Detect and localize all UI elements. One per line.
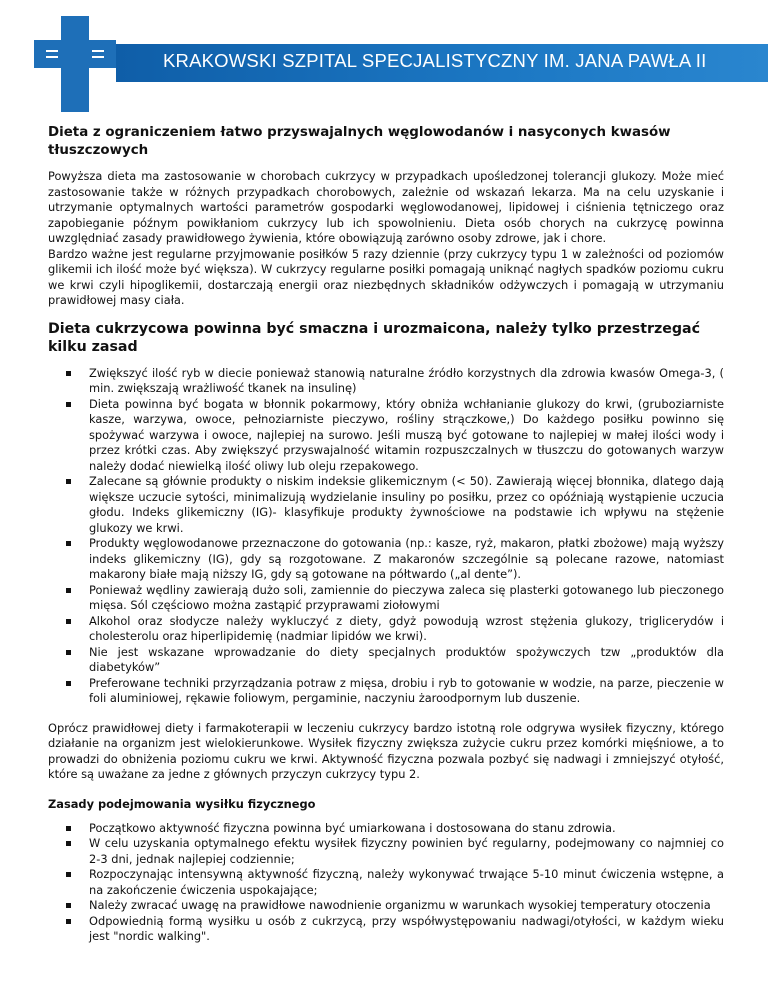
hospital-name: KRAKOWSKI SZPITAL SPECJALISTYCZNY IM. JANA PAWŁA II	[163, 50, 707, 71]
page-header	[0, 0, 768, 110]
exercise-rules-list	[48, 821, 724, 945]
list-item: Odpowiednią formą wysiłku u osób z cukrzycą, przy współwystępowaniu nadwagi/otyłości, w każdym wieku jest "nordic walking".	[48, 914, 724, 945]
intro-paragraph-1: Powyższa dieta ma zastosowanie w chorobach cukrzycy w przypadkach upośledzonej tolerancji glukozy. Może mieć zastosowanie także w różnych przypadkach chorobowych, zależnie od wskazań lekarza. Ma na celu uzyskanie i utrzymanie optymalnych wartości parametrów gospodarki węglowodanowej, lipidowej i ciśnienia tętniczego oraz zapobieganie późnym powikłaniom cukrzycy lub ich spowolnieniu. Dieta osób chorych na cukrzycę powinna uwzględniać zasady prawidłowego żywienia, które obowiązują zarówno osoby zdrowe, jak i chore.	[48, 169, 724, 245]
exercise-paragraph: Oprócz prawidłowej diety i farmakoterapii w leczeniu cukrzycy bardzo istotną role odgrywa wysiłek fizyczny, którego działanie na organizm jest wielokierunkowe. Wysiłek fizyczny zwiększa zużycie cukru przez komórki mięśniowe, a to prowadzi do obniżenia poziomu cukru we krwi. Aktywność fizyczna pozwala pozbyć się nadwagi i zmniejszyć otyłość, które są uważane za jedne z głównych przyczyn cukrzycy typu 2.	[48, 720, 724, 781]
list-item: Ponieważ wędliny zawierają dużo soli, zamiennie do pieczywa zaleca się plasterki gotowanego lub pieczonego mięsa. Sól częściowo można zastąpić przyprawami ziołowymi	[48, 583, 724, 614]
list-item: Dieta powinna być bogata w błonnik pokarmowy, który obniża wchłanianie glukozy do krwi, (gruboziarniste kasze, warzywa, owoce, pełnoziarniste pieczywo, rośliny strączkowe,) Do każdego posiłku powinno się spożywać warzywa i owoce, najlepiej na surowo. Jeśli muszą być gotowane to najlepiej w małej ilości wody i przez krótki czas. Aby zwiększyć przyswajalność witamin rozpuszczalnych w tłuszczu do gotowanych warzyw należy dodać niewielką ilość oliwy lub oleju rzepakowego.	[48, 397, 724, 475]
list-item: W celu uzyskania optymalnego efektu wysiłek fizyczny powinien być regularny, podejmowany co najmniej co 2-3 dni, jednak najlepiej codziennie;	[48, 836, 724, 867]
list-item: Zalecane są głównie produkty o niskim indeksie glikemicznym (< 50). Zawierają więcej błonnika, dlatego dają większe uczucie sytości, minimalizują wydzielanie insuliny po posiłku, przez co opóźniają wystąpienie uczucia głodu. Indeks glikemiczny (IG)- klasyfikuje produkty żywnościowe na podstawie ich wpływu na stężenie glukozy we krwi.	[48, 474, 724, 536]
list-item: Należy zwracać uwagę na prawidłowe nawodnienie organizmu w warunkach wysokiej temperatury otoczenia	[48, 898, 724, 914]
document-title: Dieta z ograniczeniem łatwo przyswajalnych węglowodanów i nasyconych kwasów tłuszczowych	[48, 125, 671, 158]
list-item: Rozpoczynając intensywną aktywność fizyczną, należy wykonywać trwające 5-10 minut ćwiczenia wstępne, a na zakończenie ćwiczenia uspokajające;	[48, 867, 724, 898]
diet-rules-list	[48, 366, 724, 707]
section-heading-diet-rules: Dieta cukrzycowa powinna być smaczna i urozmaicona, należy tylko przestrzegać kilku zasad	[48, 320, 701, 355]
list-item: Preferowane techniki przyrządzania potraw z mięsa, drobiu i ryb to gotowanie w wodzie, na parze, pieczenie w foli aluminiowej, rękawie foliowym, pergaminie, naczyniu żaroodpornym lub duszenie.	[48, 676, 724, 707]
list-item: Alkohol oraz słodycze należy wykluczyć z diety, gdyż powodują wzrost stężenia glukozy, triglicerydów i cholesterolu oraz hiperlipidemię (nadmiar lipidów we krwi).	[48, 614, 724, 645]
list-item: Nie jest wskazane wprowadzanie do diety specjalnych produktów spożywczych tzw „produktów dla diabetyków”	[48, 645, 724, 676]
section-heading-exercise-rules: Zasady podejmowania wysiłku fizycznego	[48, 796, 316, 811]
document-body	[48, 124, 724, 945]
intro-paragraph-2: Bardzo ważne jest regularne przyjmowanie posiłków 5 razy dziennie (przy cukrzycy typu 1 w zależności od poziomów glikemii ich ilość może być większa). W cukrzycy regularne posiłki pomagają uniknąć nagłych spadków poziomu cukru we krwi czyli hipoglikemii, dostarczają energii oraz niezbędnych składników odżywczych i pomagają w utrzymaniu prawidłowej masy ciała.	[48, 246, 724, 307]
list-item: Zwiększyć ilość ryb w diecie ponieważ stanowią naturalne źródło korzystnych dla zdrowia kwasów Omega-3, ( min. zwiększają wrażliwość tkanek na insulinę)	[48, 366, 724, 397]
list-item: Produkty węglowodanowe przeznaczone do gotowania (np.: kasze, ryż, makaron, płatki zbożowe) mają wyższy indeks glikemiczny (IG), gdy są rozgotowane. Z makaronów szczególnie są polecane razowe, natomiast makarony białe mają niższy IG, gdy są gotowane na półtwardo („al dente”).	[48, 536, 724, 583]
list-item: Początkowo aktywność fizyczna powinna być umiarkowana i dostosowana do stanu zdrowia.	[48, 821, 724, 837]
